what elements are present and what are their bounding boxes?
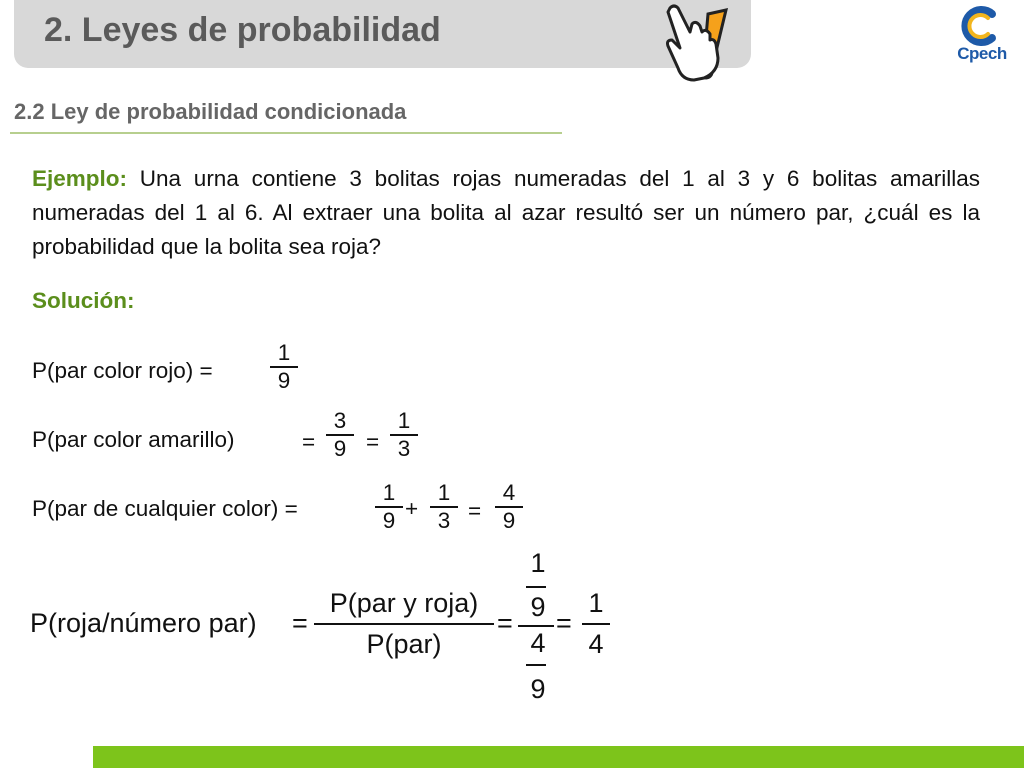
eq3-f2-denominator: 3	[437, 508, 451, 533]
eq4-lhs: P(roja/número par)	[30, 608, 257, 638]
eq3-f2-numerator: 1	[437, 480, 451, 505]
eq1-denominator: 9	[277, 368, 291, 393]
eq4-complex-bottom-den: 9	[530, 674, 546, 704]
eq4-equals-a: =	[292, 608, 308, 638]
example-text: Una urna contiene 3 bolitas rojas numeradas del 1 al 3 y 6 bolitas amarillas numeradas del 1 al 6. Al extraer una bolita al azar resultó ser un número par, ¿cuál es la probabilidad que la bolita sea roja?	[32, 166, 980, 259]
eq1-lhs: P(par color rojo) =	[32, 358, 213, 383]
eq4-complex-top-den: 9	[530, 592, 546, 622]
eq2-fraction-1	[326, 408, 354, 462]
solution-label: Solución:	[32, 288, 135, 313]
eq2-f2-numerator: 1	[397, 408, 411, 433]
fraction-bar	[518, 625, 554, 627]
fraction-bar	[314, 623, 494, 625]
cpech-logo-icon	[946, 4, 1018, 48]
logo-text: Cpech	[957, 44, 1007, 63]
footer-bar	[93, 746, 1024, 768]
eq3-fraction-1	[375, 480, 403, 534]
eq3-f1-numerator: 1	[382, 480, 396, 505]
eq4-numerator: P(par y roja)	[329, 588, 479, 618]
eq4-denominator: P(par)	[366, 628, 442, 659]
eq4-equals-c: =	[556, 608, 572, 638]
eq3-f1-denominator: 9	[382, 508, 396, 533]
eq3-f3-denominator: 9	[502, 508, 516, 533]
eq4-main-fraction	[314, 588, 494, 660]
example-label: Ejemplo:	[32, 166, 128, 191]
example-paragraph	[32, 162, 980, 264]
eq3-f3-numerator: 4	[502, 480, 516, 505]
eq1-fraction	[270, 340, 298, 394]
eq2-lhs: P(par color amarillo)	[32, 427, 235, 452]
eq2-f2-denominator: 3	[397, 436, 411, 461]
eq1-numerator: 1	[277, 340, 291, 365]
slide-title: 2. Leyes de probabilidad	[44, 11, 441, 49]
eq3-lhs: P(par de cualquier color) =	[32, 496, 298, 521]
fraction-bar	[582, 623, 610, 625]
eq4-complex-bottom-num: 4	[530, 628, 546, 658]
eq2-equals-b: =	[366, 429, 380, 454]
pointing-hand-exclamation-icon	[660, 2, 742, 84]
section-subtitle: 2.2 Ley de probabilidad condicionada	[14, 99, 407, 124]
eq2-fraction-2	[390, 408, 418, 462]
eq4-result-fraction	[582, 588, 610, 660]
eq3-fraction-3	[495, 480, 523, 534]
eq2-f1-denominator: 9	[333, 436, 347, 461]
eq2-f1-numerator: 3	[333, 408, 347, 433]
eq4-result-numerator: 1	[588, 588, 604, 618]
eq3-equals: =	[468, 498, 482, 523]
eq3-plus: +	[405, 496, 419, 521]
eq2-equals-a: =	[302, 429, 316, 454]
cpech-logo	[946, 4, 1018, 68]
eq4-equals-b: =	[497, 608, 513, 638]
fraction-bar	[526, 664, 546, 666]
eq4-complex-top-num: 1	[530, 548, 546, 578]
eq4-result-denominator: 4	[588, 628, 604, 659]
fraction-bar	[526, 586, 546, 588]
eq3-fraction-2	[430, 480, 458, 534]
subtitle-underline	[10, 132, 562, 134]
